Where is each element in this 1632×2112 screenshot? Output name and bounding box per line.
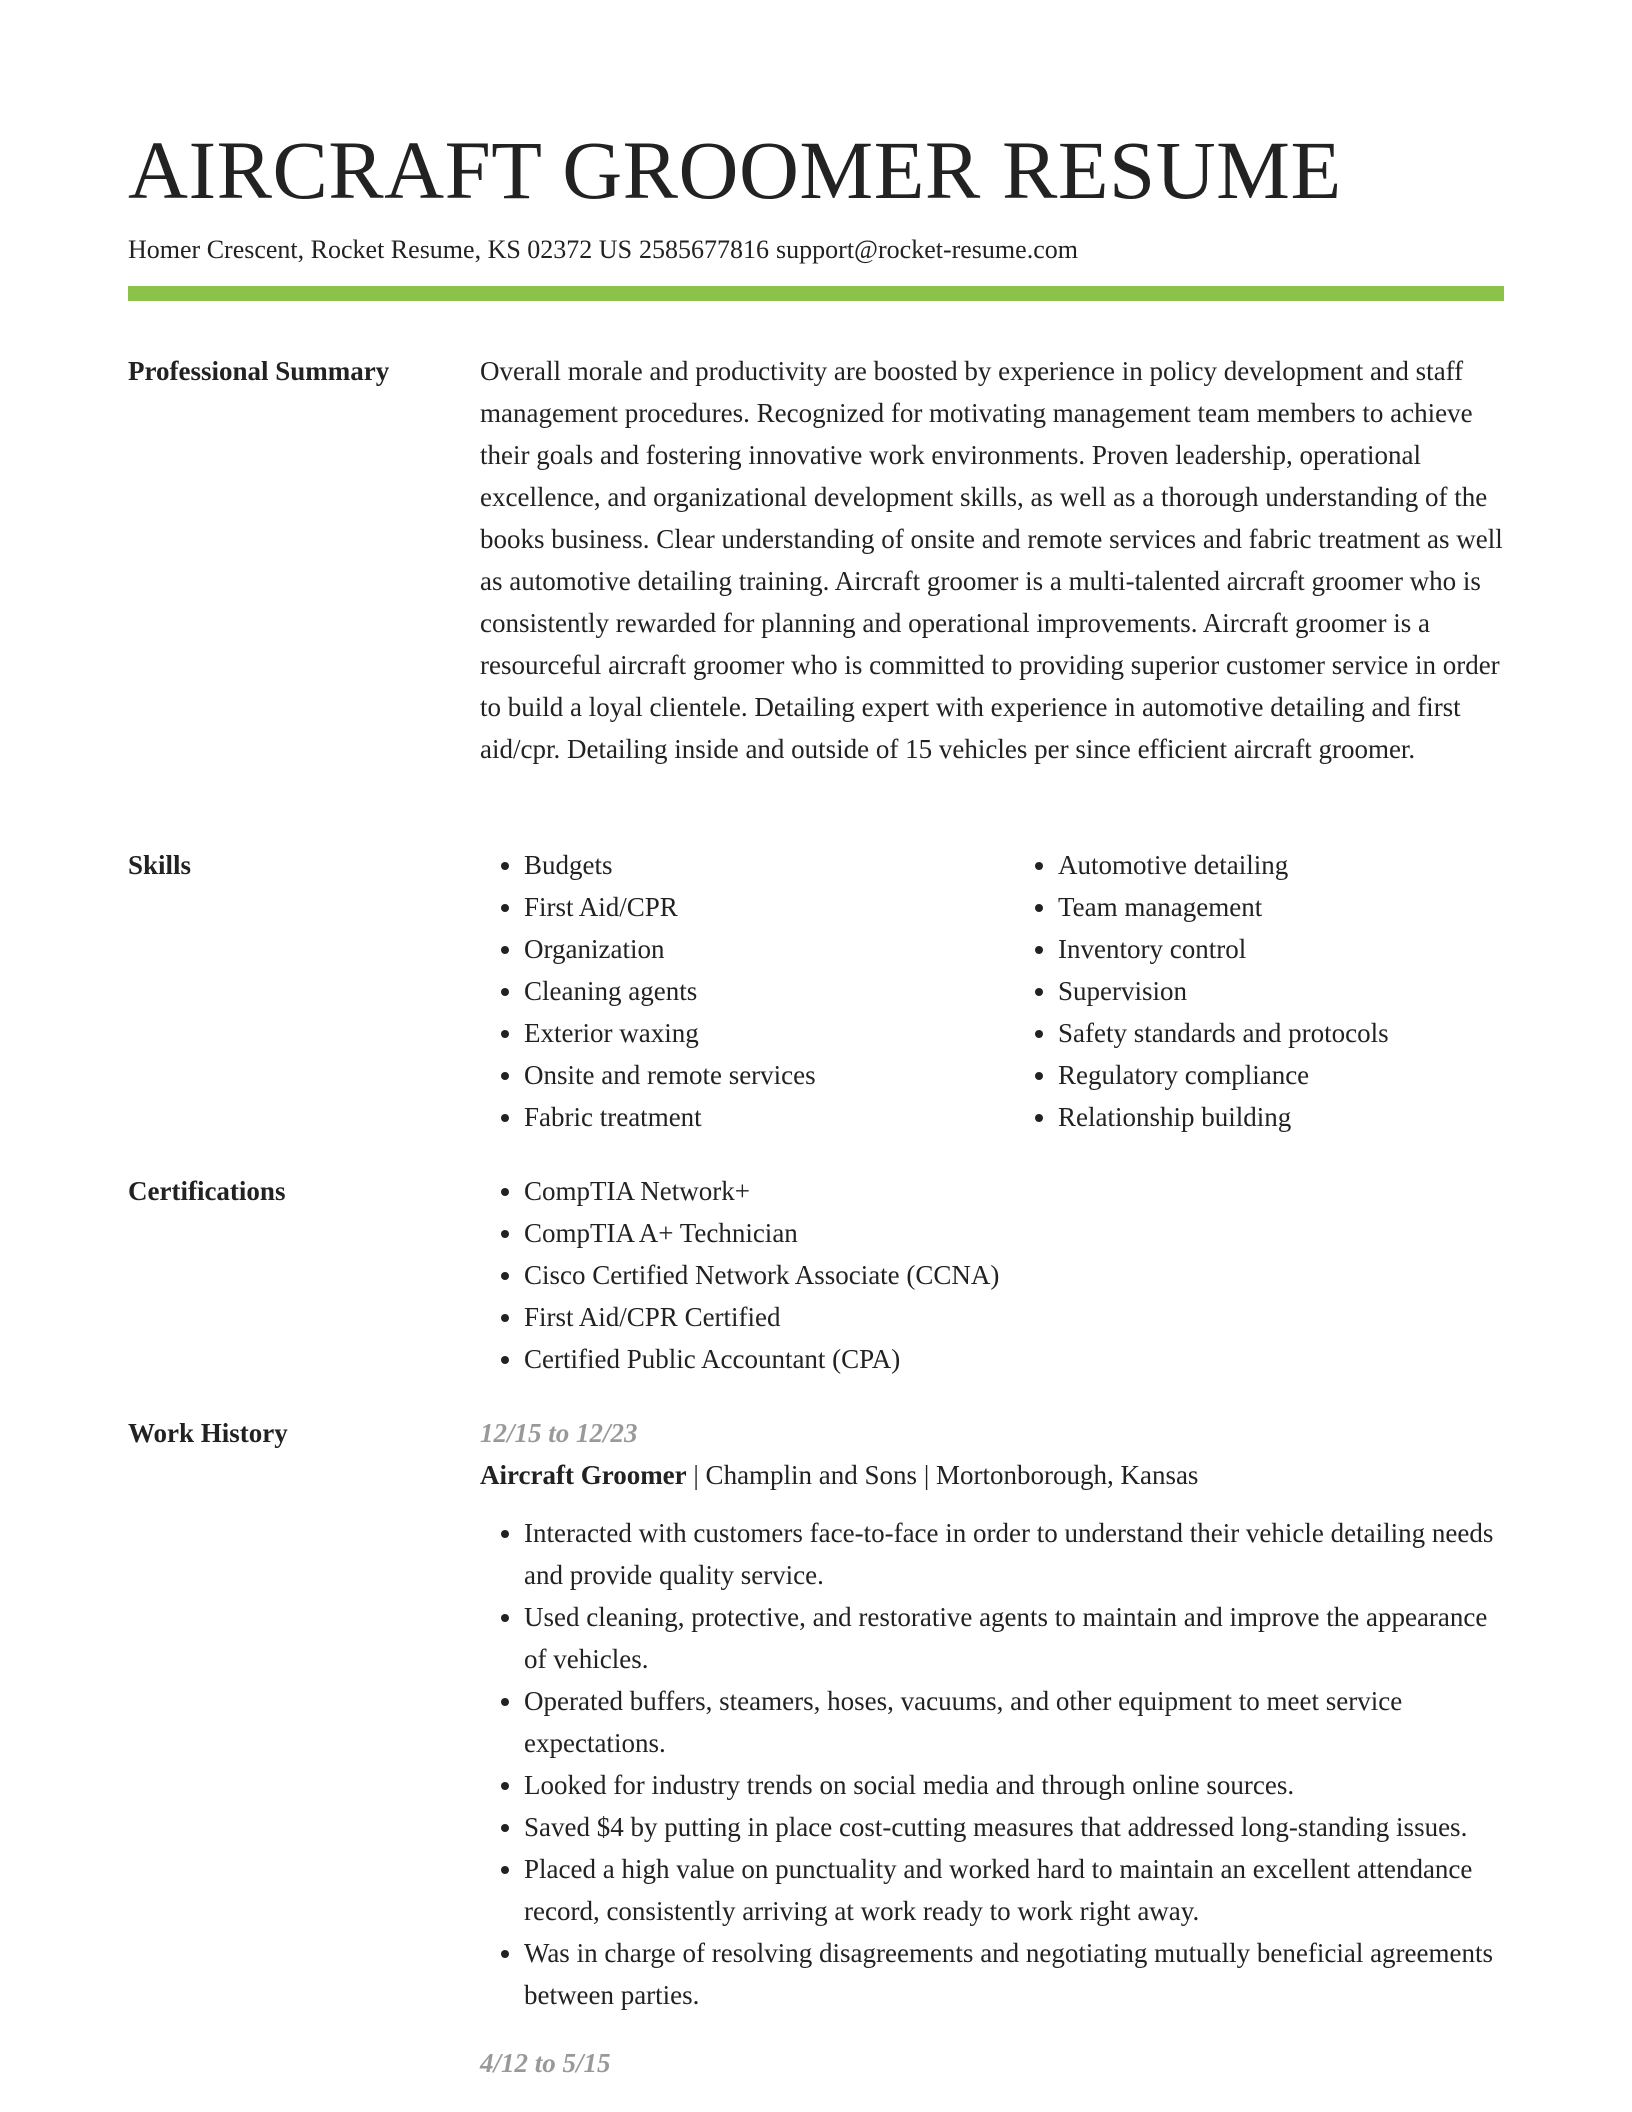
work-history-label: Work History bbox=[128, 1418, 288, 1448]
header-divider bbox=[128, 286, 1504, 301]
skill-item: • Safety standards and protocols bbox=[1058, 1012, 1504, 1054]
skill-item: • Exterior waxing bbox=[524, 1012, 970, 1054]
certification-item: • CompTIA Network+ bbox=[524, 1170, 1504, 1212]
skills-label: Skills bbox=[128, 850, 192, 880]
skill-item: • Fabric treatment bbox=[524, 1096, 970, 1138]
job-dates: 12/15 to 12/23 bbox=[480, 1418, 638, 1448]
skill-item: • Regulatory compliance bbox=[1058, 1054, 1504, 1096]
job-bullet: • Was in charge of resolving disagreements and negotiating mutually beneficial agreements between parties. bbox=[524, 1932, 1504, 2016]
phone: 2585677816 bbox=[639, 235, 770, 264]
certification-item: • Cisco Certified Network Associate (CCNA) bbox=[524, 1254, 1504, 1296]
job-bullet: • Interacted with customers face-to-face in order to understand their vehicle detailing needs and provide quality service. bbox=[524, 1512, 1504, 1596]
certification-item: • Certified Public Accountant (CPA) bbox=[524, 1338, 1504, 1380]
skill-item: • Cleaning agents bbox=[524, 970, 970, 1012]
job-bullet: • Used cleaning, protective, and restorative agents to maintain and improve the appearance of vehicles. bbox=[524, 1596, 1504, 1680]
skill-item: • Relationship building bbox=[1058, 1096, 1504, 1138]
job-bullets bbox=[480, 1512, 1504, 2016]
certifications-body bbox=[480, 1170, 1504, 1380]
skill-item: • Supervision bbox=[1058, 970, 1504, 1012]
job-bullet: • Placed a high value on punctuality and worked hard to maintain an excellent attendance record, consistently arriving at work ready to work right away. bbox=[524, 1848, 1504, 1932]
job-bullet: • Saved $4 by putting in place cost-cutting measures that addressed long-standing issues. bbox=[524, 1806, 1504, 1848]
skill-item: • First Aid/CPR bbox=[524, 886, 970, 928]
address: Homer Crescent, Rocket Resume, KS 02372 US bbox=[128, 235, 633, 264]
resume-title: AIRCRAFT GROOMER RESUME bbox=[128, 124, 1342, 216]
certification-item: • First Aid/CPR Certified bbox=[524, 1296, 1504, 1338]
certification-item: • CompTIA A+ Technician bbox=[524, 1212, 1504, 1254]
skills-list-right bbox=[1014, 844, 1504, 1138]
email: support@rocket-resume.com bbox=[776, 235, 1078, 264]
skill-item: • Onsite and remote services bbox=[524, 1054, 970, 1096]
summary-text: Overall morale and productivity are boosted by experience in policy development and staff management procedures. Recognized for motivating management team members to achieve their goals and fostering innovative work environments. Proven leadership, operational excellence, and organizational development skills, as well as a thorough understanding of the books business. Clear understanding of onsite and remote services and fabric treatment as well as automotive detailing training. Aircraft groomer is a multi-talented aircraft groomer who is consistently rewarded for planning and operational improvements. Aircraft groomer is a resourceful aircraft groomer who is committed to providing superior customer service in order to build a loyal clientele. Detailing expert with experience in automotive detailing and first aid/cpr. Detailing inside and outside of 15 vehicles per since efficient aircraft groomer. bbox=[480, 356, 1503, 764]
certifications-label: Certifications bbox=[128, 1176, 286, 1206]
job-entry bbox=[480, 1412, 1504, 2016]
skill-item: • Budgets bbox=[524, 844, 970, 886]
skill-item: • Inventory control bbox=[1058, 928, 1504, 970]
summary-label: Professional Summary bbox=[128, 356, 390, 386]
skill-item: • Team management bbox=[1058, 886, 1504, 928]
skill-item: • Organization bbox=[524, 928, 970, 970]
job-dates: 4/12 to 5/15 bbox=[480, 2048, 611, 2078]
work-history-body bbox=[480, 1412, 1504, 2084]
contact-line bbox=[128, 230, 1078, 270]
job-bullet: • Looked for industry trends on social media and through online sources. bbox=[524, 1764, 1504, 1806]
job-bullet: • Operated buffers, steamers, hoses, vacuums, and other equipment to meet service expectations. bbox=[524, 1680, 1504, 1764]
job-heading bbox=[480, 1454, 1504, 1496]
job-employer-location: | Champlin and Sons | Mortonborough, Kansas bbox=[686, 1460, 1199, 1490]
skills-body bbox=[480, 844, 1504, 1138]
job-entry bbox=[480, 2042, 1504, 2084]
skill-item: • Automotive detailing bbox=[1058, 844, 1504, 886]
job-title: Aircraft Groomer bbox=[480, 1460, 687, 1490]
summary-body bbox=[480, 350, 1504, 770]
skills-list-left bbox=[480, 844, 970, 1138]
certifications-list bbox=[480, 1170, 1504, 1380]
